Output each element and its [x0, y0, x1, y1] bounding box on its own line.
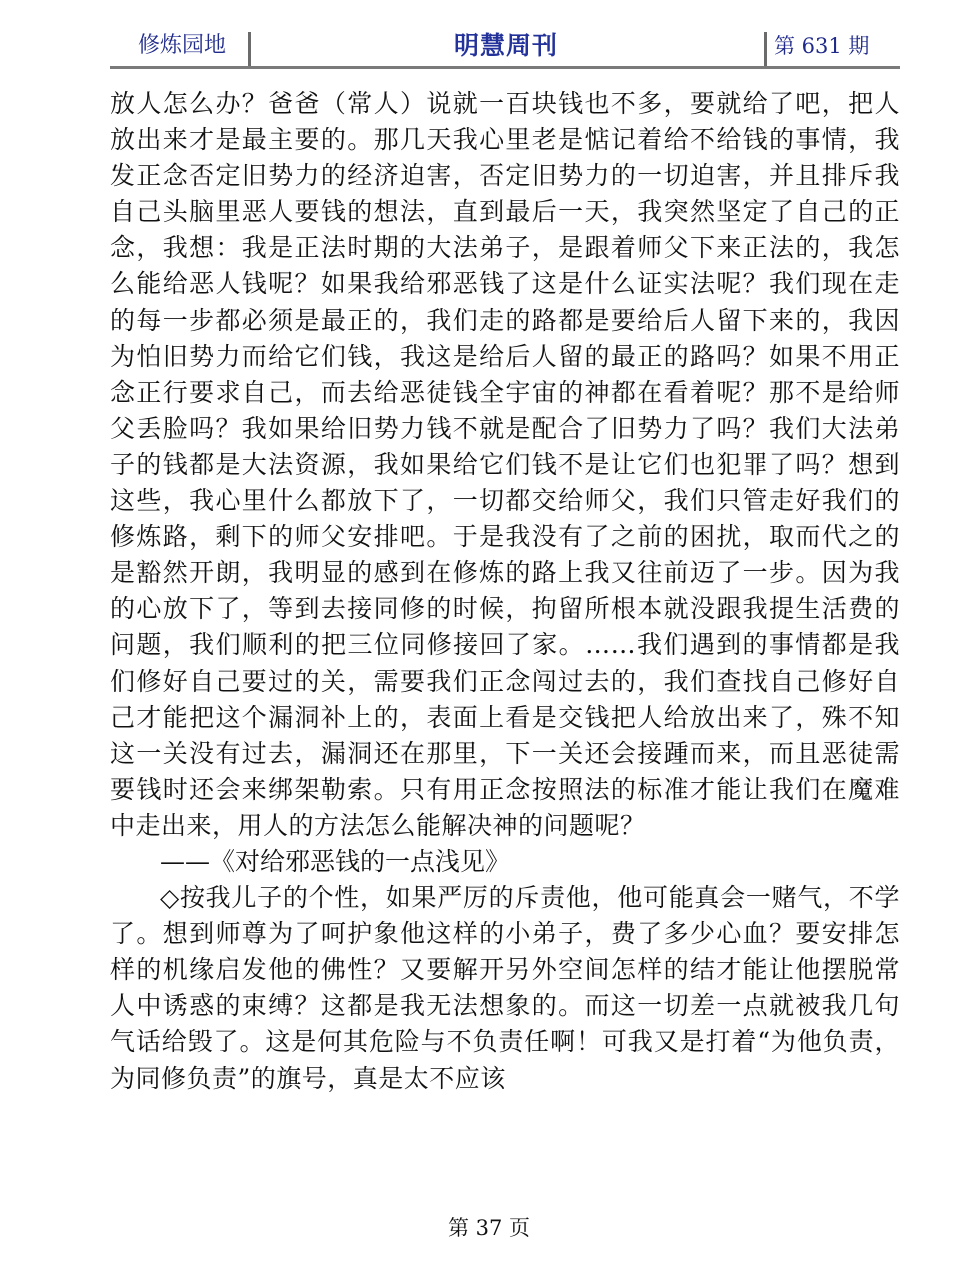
article-body [110, 86, 900, 1097]
section-name: 修炼园地 [138, 33, 227, 58]
source-citation: ——《对给邪恶钱的一点浅见》 [160, 846, 511, 876]
body-paragraph: 放人怎么办？爸爸（常人）说就一百块钱也不多，要就给了吧，把人放出来才是最主要的。那几天我心里老是惦记着给不给钱的事情，我发正念否定旧势力的经济迫害，否定旧势力的一切迫害，并且排斥我自己头脑里恶人要钱的想法，直到最后一天，我突然坚定了自己的正念，我想：我是正法时期的大法弟子，是跟着师父下来正法的，我怎么能给恶人钱呢？如果我给邪恶钱了这是什么证实法呢？我们现在走的每一步都必须是最正的，我们走的路都是要给后人留下来的，我因为怕旧势力而给它们钱，我这是给后人留的最正的路吗？如果不用正念正行要求自己，而去给恶徒钱全宇宙的神都在看着呢？那不是给师父丢脸吗？我如果给旧势力钱不就是配合了旧势力了吗？我们大法弟子的钱都是大法资源，我如果给它们钱不是让它们也犯罪了吗？想到这些，我心里什么都放下了，一切都交给师父，我们只管走好我们的修炼路，剩下的师父安排吧。于是我没有了之前的困扰，取而代之的是豁然开朗，我明显的感到在修炼的路上我又往前迈了一步。因为我的心放下了，等到去接同修的时候，拘留所根本就没跟我提生活费的问题，我们顺利的把三位同修接回了家。……我们遇到的事情都是我们修好自己要过的关，需要我们正念闯过去的，我们查找自己修好自己才能把这个漏洞补上的，表面上看是交钱把人给放出来了，殊不知这一关没有过去，漏洞还在那里，下一关还会接踵而来，而且恶徒需要钱时还会来绑架勒索。只有用正念按照法的标准才能让我们在魔难中走出来，用人的方法怎么能解决神的问题呢？ [110, 89, 900, 840]
body-paragraph: ◇按我儿子的个性，如果严厉的斥责他，他可能真会一赌气，不学了。想到师尊为了呵护象他这样的小弟子，费了多少心血？要安排怎样的机缘启发他的佛性？又要解开另外空间怎样的结才能让他摆脱常人中诱惑的束缚？这都是我无法想象的。而这一切差一点就被我几句气话给毁了。这是何其危险与不负责任啊！可我又是打着“为他负责，为同修负责”的旗号，真是太不应该 [110, 883, 900, 1093]
header-divider [764, 32, 767, 66]
header-rule [110, 66, 900, 69]
issue-number: 第 631 期 [774, 34, 870, 58]
page-number: 第 37 页 [447, 1216, 531, 1240]
header-divider [248, 32, 251, 66]
page-header [110, 24, 900, 68]
publication-title: 明慧周刊 [453, 31, 558, 60]
